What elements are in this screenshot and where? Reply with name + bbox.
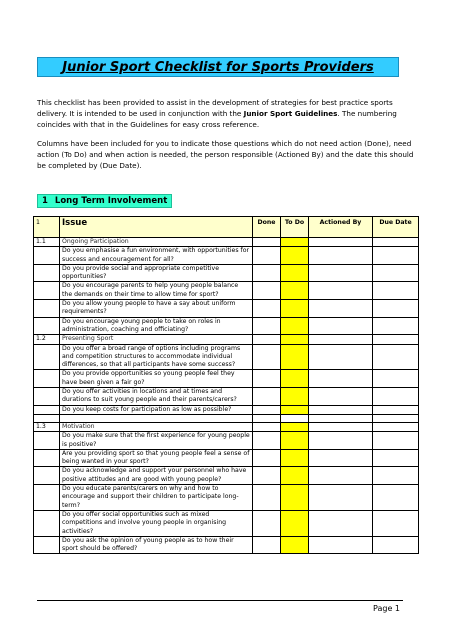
due-date-cell[interactable] xyxy=(373,449,419,467)
done-cell[interactable] xyxy=(253,405,281,414)
todo-cell[interactable] xyxy=(281,536,309,554)
question-text: Do you acknowledge and support your personnel who have positive attitudes and are good with young people? xyxy=(60,467,253,485)
todo-cell[interactable] xyxy=(281,485,309,511)
question-number-cell xyxy=(34,485,60,511)
intro-bold-text: Junior Sport Guidelines xyxy=(243,109,338,118)
question-row xyxy=(34,536,419,554)
done-cell[interactable] xyxy=(253,317,281,335)
question-text: Are you providing sport so that young people feel a sense of being wanted in your sport? xyxy=(60,449,253,467)
done-cell[interactable] xyxy=(253,536,281,554)
todo-cell[interactable] xyxy=(281,344,309,370)
question-row xyxy=(34,388,419,406)
todo-cell[interactable] xyxy=(281,238,309,247)
group-title: Presenting Sport xyxy=(60,335,253,344)
done-cell[interactable] xyxy=(253,370,281,388)
header-due-date: Due Date xyxy=(373,217,419,238)
due-date-cell[interactable] xyxy=(373,422,419,431)
todo-cell[interactable] xyxy=(281,510,309,536)
done-cell[interactable] xyxy=(253,247,281,265)
actioned-by-cell[interactable] xyxy=(309,300,373,318)
question-text: Do you allow young people to have a say about uniform requirements? xyxy=(60,300,253,318)
actioned-by-cell[interactable] xyxy=(309,370,373,388)
due-date-cell[interactable] xyxy=(373,282,419,300)
actioned-by-cell[interactable] xyxy=(309,449,373,467)
question-text: Do you provide opportunities so young people feel they have been given a fair go? xyxy=(60,370,253,388)
done-cell[interactable] xyxy=(253,335,281,344)
question-row xyxy=(34,405,419,414)
todo-cell[interactable] xyxy=(281,317,309,335)
question-text: Do you provide social and appropriate competitive opportunities? xyxy=(60,264,253,282)
actioned-by-cell[interactable] xyxy=(309,388,373,406)
question-row xyxy=(34,300,419,318)
done-cell[interactable] xyxy=(253,344,281,370)
question-number-cell xyxy=(34,405,60,414)
document-title: Junior Sport Checklist for Sports Providers xyxy=(62,59,374,75)
done-cell[interactable] xyxy=(253,449,281,467)
question-row xyxy=(34,370,419,388)
question-number-cell xyxy=(34,247,60,265)
question-text: Do you emphasise a fun environment, with opportunities for success and encouragement for all? xyxy=(60,247,253,265)
due-date-cell[interactable] xyxy=(373,317,419,335)
question-row xyxy=(34,282,419,300)
header-issue: Issue xyxy=(60,217,253,238)
question-text: Do you offer a broad range of options including programs and competition structures to accommodate individual differences, so that all participants have some success? xyxy=(60,344,253,370)
group-number: 1.2 xyxy=(34,335,60,344)
todo-cell[interactable] xyxy=(281,264,309,282)
group-row xyxy=(34,335,419,344)
section-title: Long Term Involvement xyxy=(54,196,168,206)
blank-cell xyxy=(253,414,281,422)
todo-cell[interactable] xyxy=(281,335,309,344)
actioned-by-cell[interactable] xyxy=(309,344,373,370)
actioned-by-cell[interactable] xyxy=(309,247,373,265)
done-cell[interactable] xyxy=(253,238,281,247)
question-text: Do you make sure that the first experience for young people is positive? xyxy=(60,432,253,450)
due-date-cell[interactable] xyxy=(373,344,419,370)
todo-cell[interactable] xyxy=(281,388,309,406)
question-number-cell xyxy=(34,449,60,467)
question-text: Do you offer social opportunities such as mixed competitions and involve young people in organising activities? xyxy=(60,510,253,536)
due-date-cell[interactable] xyxy=(373,335,419,344)
header-number: 1 xyxy=(34,217,60,238)
question-text: Do you encourage parents to help young people balance the demands on their time to allow time for sport? xyxy=(60,282,253,300)
group-number: 1.1 xyxy=(34,238,60,247)
due-date-cell[interactable] xyxy=(373,247,419,265)
question-row xyxy=(34,449,419,467)
question-row xyxy=(34,247,419,265)
question-row xyxy=(34,485,419,511)
done-cell[interactable] xyxy=(253,300,281,318)
actioned-by-cell[interactable] xyxy=(309,317,373,335)
blank-cell xyxy=(373,414,419,422)
question-text: Do you offer activities in locations and at times and durations to suit young people and their parents/carers? xyxy=(60,388,253,406)
header-done: Done xyxy=(253,217,281,238)
page-number: Page 1 xyxy=(373,604,400,613)
intro-text: This checklist has been provided to assist in the development of strategies for best practice sports delivery. It is intended to be used in conjunction with the xyxy=(37,98,393,118)
due-date-cell[interactable] xyxy=(373,432,419,450)
blank-cell xyxy=(281,414,309,422)
question-number-cell xyxy=(34,344,60,370)
due-date-cell[interactable] xyxy=(373,238,419,247)
todo-cell[interactable] xyxy=(281,247,309,265)
question-text: Do you educate parents/carers on why and how to encourage and support their children to participate long-term? xyxy=(60,485,253,511)
actioned-by-cell[interactable] xyxy=(309,485,373,511)
footer-divider xyxy=(37,600,403,601)
done-cell[interactable] xyxy=(253,422,281,431)
done-cell[interactable] xyxy=(253,388,281,406)
question-row xyxy=(34,264,419,282)
header-actioned-by: Actioned By xyxy=(309,217,373,238)
group-row xyxy=(34,238,419,247)
done-cell[interactable] xyxy=(253,467,281,485)
actioned-by-cell[interactable] xyxy=(309,238,373,247)
done-cell[interactable] xyxy=(253,510,281,536)
question-number-cell xyxy=(34,432,60,450)
group-title: Motivation xyxy=(60,422,253,431)
question-text: Do you encourage young people to take on roles in administration, coaching and officiating? xyxy=(60,317,253,335)
question-number-cell xyxy=(34,264,60,282)
todo-cell[interactable] xyxy=(281,432,309,450)
due-date-cell[interactable] xyxy=(373,264,419,282)
question-row xyxy=(34,317,419,335)
todo-cell[interactable] xyxy=(281,449,309,467)
blank-cell xyxy=(309,414,373,422)
todo-cell[interactable] xyxy=(281,405,309,414)
due-date-cell[interactable] xyxy=(373,388,419,406)
blank-row xyxy=(34,414,419,422)
actioned-by-cell[interactable] xyxy=(309,282,373,300)
question-number-cell xyxy=(34,467,60,485)
group-number: 1.3 xyxy=(34,422,60,431)
done-cell[interactable] xyxy=(253,264,281,282)
actioned-by-cell[interactable] xyxy=(309,432,373,450)
group-row xyxy=(34,422,419,431)
intro-text-end: . The numbering coincides with that in the Guidelines for easy cross reference. xyxy=(37,109,397,129)
checklist-body xyxy=(34,238,419,554)
question-row xyxy=(34,432,419,450)
blank-cell xyxy=(34,414,60,422)
done-cell[interactable] xyxy=(253,432,281,450)
intro-text: Columns have been included for you to indicate those questions which do not need action (Done), need action (To Do) and when action is needed, the person responsible (Actioned By) and the date this should be completed by (Due Date). xyxy=(37,139,414,170)
actioned-by-cell[interactable] xyxy=(309,335,373,344)
todo-cell[interactable] xyxy=(281,282,309,300)
done-cell[interactable] xyxy=(253,282,281,300)
header-todo: To Do xyxy=(281,217,309,238)
table-header-row xyxy=(34,217,419,238)
question-number-cell xyxy=(34,388,60,406)
question-row xyxy=(34,467,419,485)
due-date-cell[interactable] xyxy=(373,485,419,511)
due-date-cell[interactable] xyxy=(373,510,419,536)
todo-cell[interactable] xyxy=(281,422,309,431)
document-title-banner xyxy=(37,57,399,77)
question-number-cell xyxy=(34,536,60,554)
due-date-cell[interactable] xyxy=(373,467,419,485)
due-date-cell[interactable] xyxy=(373,370,419,388)
todo-cell[interactable] xyxy=(281,370,309,388)
section-heading xyxy=(37,194,172,208)
question-number-cell xyxy=(34,300,60,318)
todo-cell[interactable] xyxy=(281,467,309,485)
actioned-by-cell[interactable] xyxy=(309,467,373,485)
question-row xyxy=(34,510,419,536)
question-number-cell xyxy=(34,282,60,300)
checklist-table xyxy=(33,216,419,554)
actioned-by-cell[interactable] xyxy=(309,405,373,414)
group-title: Ongoing Participation xyxy=(60,238,253,247)
actioned-by-cell[interactable] xyxy=(309,510,373,536)
blank-cell xyxy=(60,414,253,422)
question-text: Do you keep costs for participation as low as possible? xyxy=(60,405,253,414)
question-text: Do you ask the opinion of young people as to how their sport should be offered? xyxy=(60,536,253,554)
actioned-by-cell[interactable] xyxy=(309,264,373,282)
question-number-cell xyxy=(34,370,60,388)
question-row xyxy=(34,344,419,370)
question-number-cell xyxy=(34,510,60,536)
intro-paragraph-2 xyxy=(37,138,417,171)
intro-paragraph-1 xyxy=(37,97,417,130)
due-date-cell[interactable] xyxy=(373,405,419,414)
due-date-cell[interactable] xyxy=(373,300,419,318)
done-cell[interactable] xyxy=(253,485,281,511)
actioned-by-cell[interactable] xyxy=(309,422,373,431)
section-number: 1 xyxy=(42,196,48,206)
actioned-by-cell[interactable] xyxy=(309,536,373,554)
question-number-cell xyxy=(34,317,60,335)
due-date-cell[interactable] xyxy=(373,536,419,554)
todo-cell[interactable] xyxy=(281,300,309,318)
